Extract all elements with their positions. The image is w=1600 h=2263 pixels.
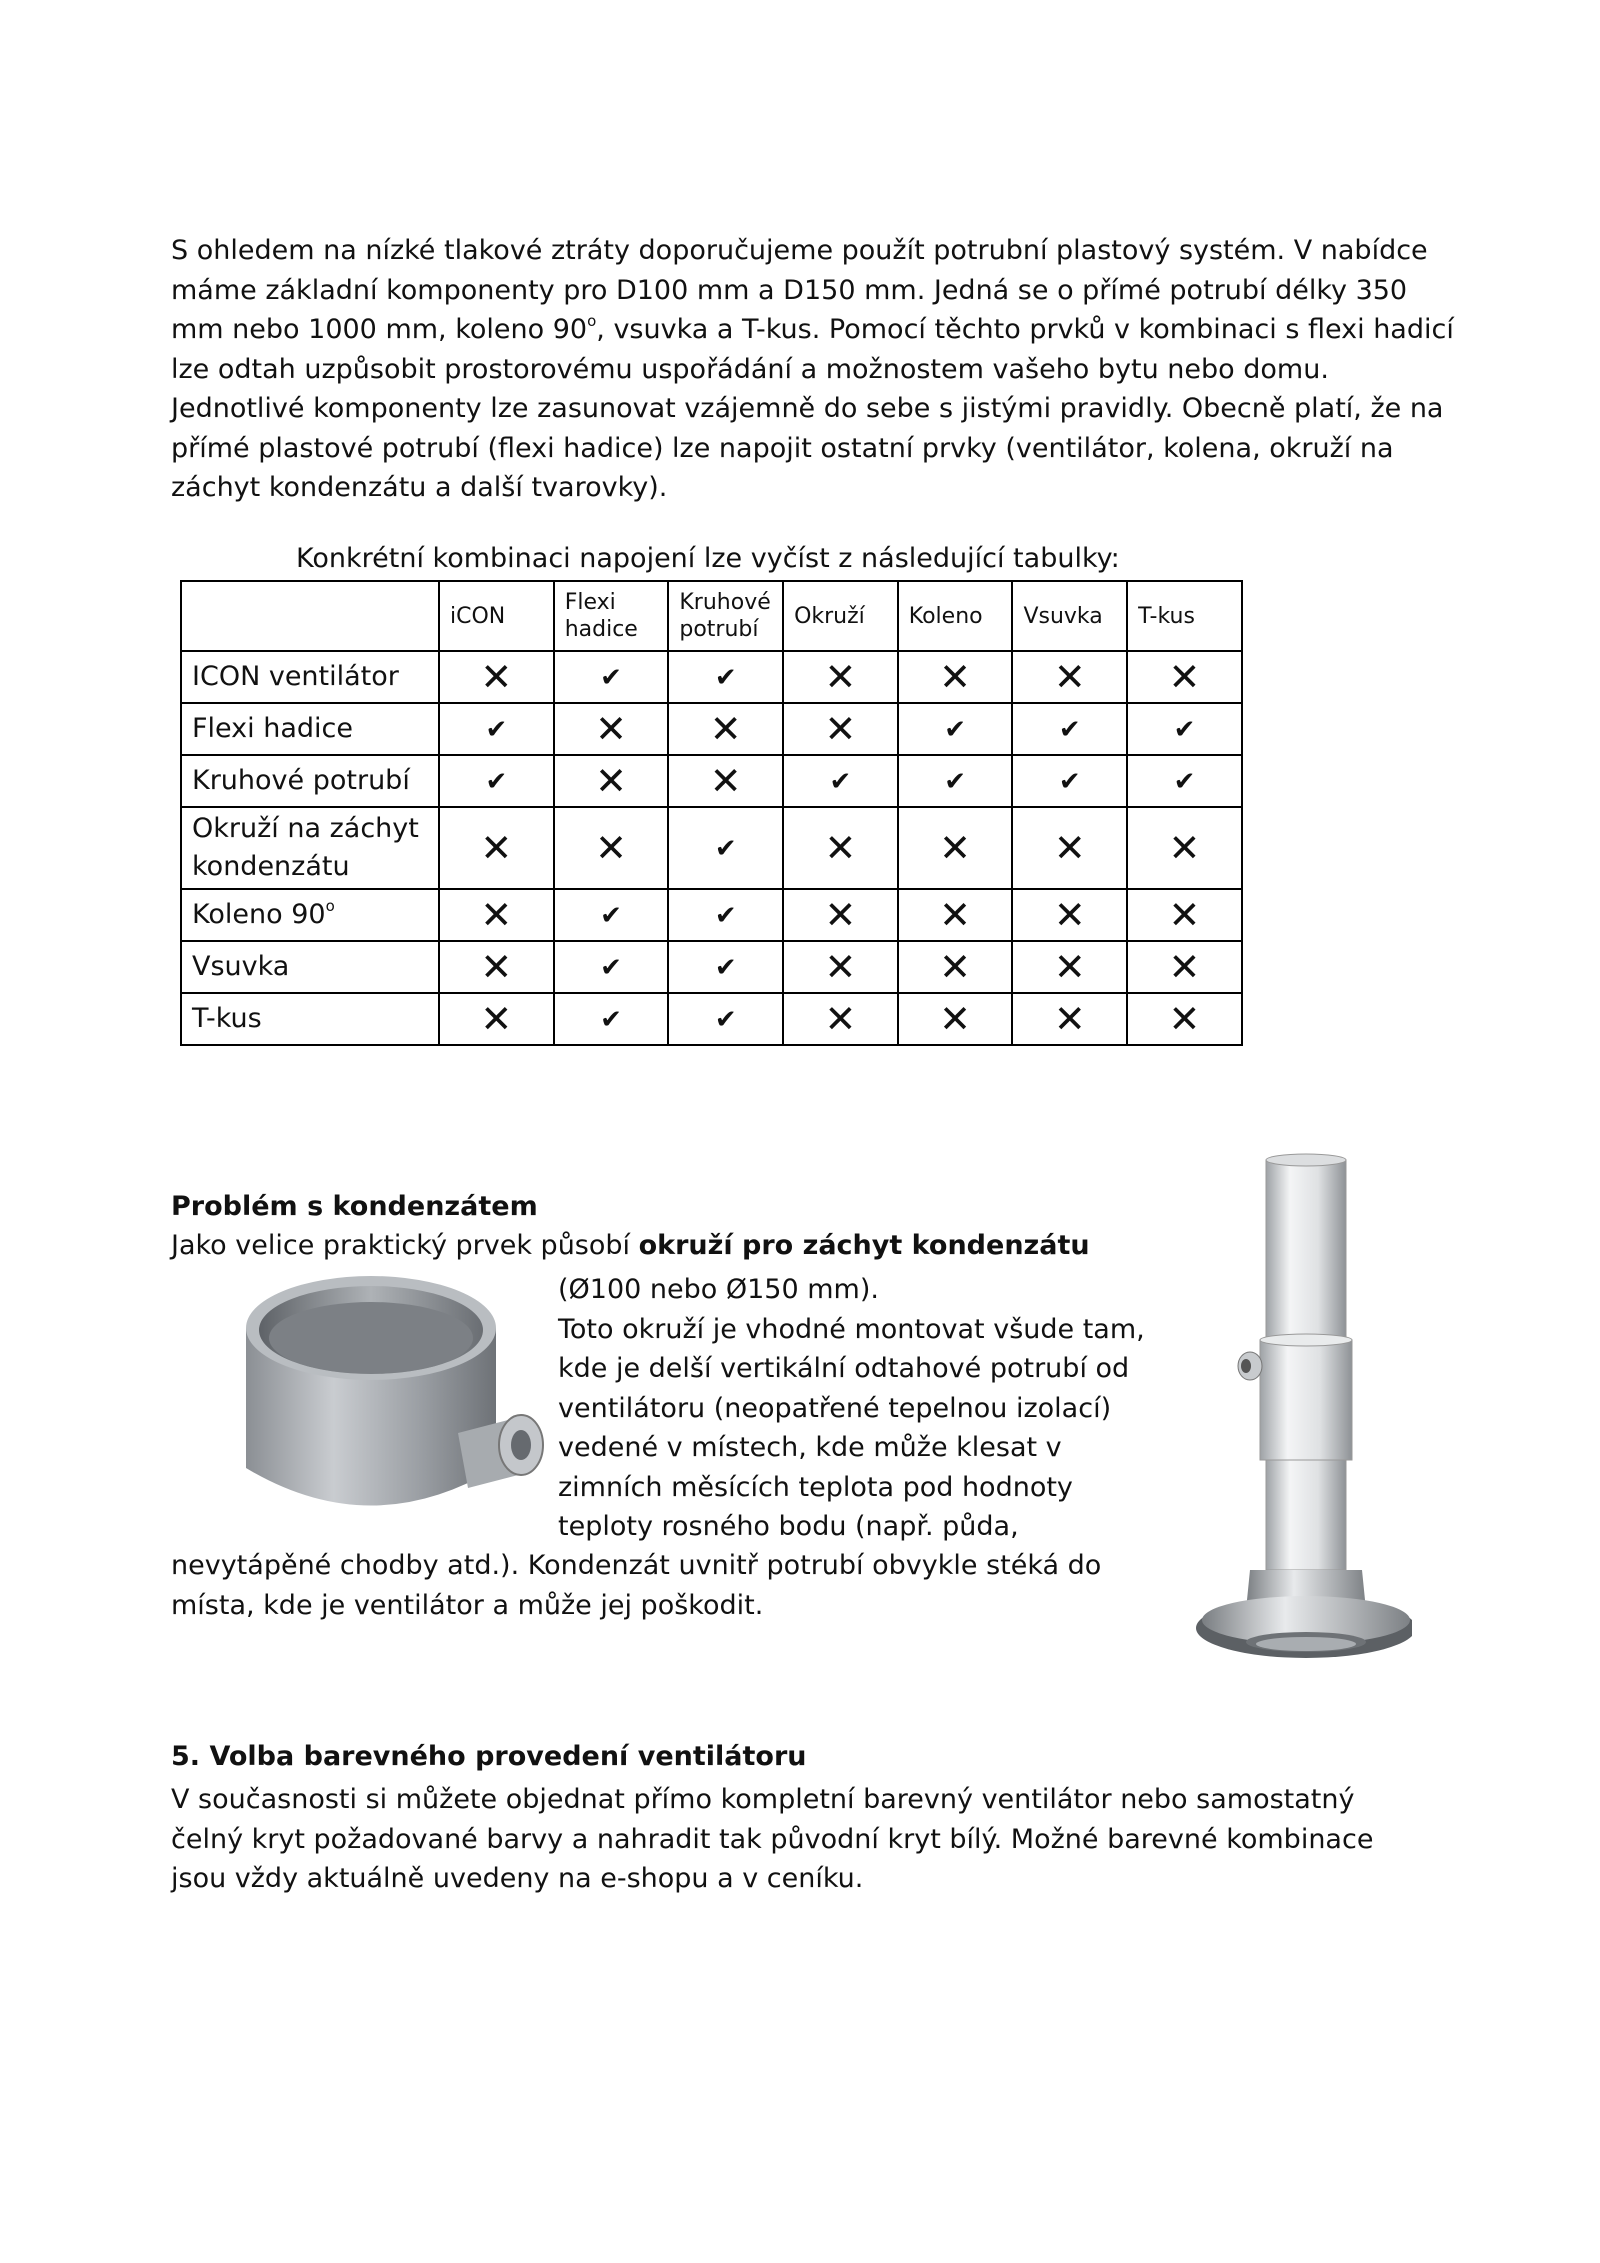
mark-cell	[783, 755, 898, 807]
mark-cell	[554, 651, 669, 703]
row-label-text: ICON ventilátor	[192, 661, 399, 692]
table-header-cell: Vsuvka	[1012, 581, 1127, 651]
mark-cell	[1127, 807, 1242, 889]
mark-cell	[554, 755, 669, 807]
condensate-intro: Jako velice praktický prvek působí okruží pro záchyt kondenzátu	[171, 1230, 1090, 1261]
row-label	[181, 889, 439, 941]
table-row	[181, 651, 1242, 703]
check-icon: ✔	[714, 952, 737, 983]
table-header-cell: Kruhové potrubí	[668, 581, 783, 651]
table-row	[181, 703, 1242, 755]
check-icon: ✔	[714, 1004, 737, 1035]
mark-cell	[783, 941, 898, 993]
combination-table	[180, 580, 1243, 1046]
table-header-cell: iCON	[439, 581, 554, 651]
mark-cell	[439, 941, 554, 993]
vertical-pipe-image	[1180, 1150, 1412, 1710]
mark-cell	[439, 889, 554, 941]
check-icon: ✔	[714, 833, 737, 864]
cross-icon: ✕	[595, 706, 627, 751]
check-icon: ✔	[1173, 714, 1196, 745]
mark-cell	[1127, 703, 1242, 755]
check-icon: ✔	[714, 662, 737, 693]
mark-cell	[1012, 941, 1127, 993]
mark-cell	[898, 941, 1013, 993]
cross-icon: ✕	[480, 944, 513, 989]
cross-icon: ✕	[1053, 996, 1086, 1041]
mark-cell	[898, 703, 1013, 755]
mark-cell	[439, 651, 554, 703]
table-header-row	[181, 581, 1242, 651]
table-header-cell: T-kus	[1127, 581, 1242, 651]
cross-icon: ✕	[824, 996, 857, 1041]
row-label	[181, 941, 439, 993]
check-icon: ✔	[600, 1004, 622, 1035]
cross-icon: ✕	[709, 706, 742, 751]
mark-cell	[898, 807, 1013, 889]
mark-cell	[668, 941, 783, 993]
cross-icon: ✕	[939, 654, 972, 699]
mark-cell	[1127, 889, 1242, 941]
mark-cell	[554, 889, 669, 941]
cross-icon: ✕	[939, 996, 972, 1041]
cross-icon: ✕	[939, 825, 972, 870]
check-icon: ✔	[600, 952, 622, 983]
table-header-corner	[181, 581, 439, 651]
mark-cell	[668, 807, 783, 889]
text-line: kde je delší vertikální odtahové potrubí od	[558, 1353, 1130, 1384]
cross-icon: ✕	[1053, 944, 1086, 989]
text-line: zimních měsících teplota pod hodnoty	[558, 1471, 1073, 1503]
mark-cell	[439, 993, 554, 1045]
mark-cell	[1127, 993, 1242, 1045]
mark-cell	[783, 993, 898, 1045]
table-caption: Konkrétní kombinaci napojení lze vyčíst z následující tabulky:	[296, 543, 1120, 574]
cross-icon: ✕	[824, 825, 857, 870]
section5-text: V současnosti si můžete objednat přímo kompletní barevný ventilátor nebo samostatný čelný kryt požadované barvy a nahradit tak původní kryt bílý. Možné barevné kombinace jsou vždy aktuálně uvedeny na e-shopu a v ceníku.	[171, 1784, 1374, 1894]
check-icon: ✔	[1058, 766, 1081, 797]
check-icon: ✔	[485, 766, 508, 797]
row-label	[181, 807, 439, 889]
cross-icon: ✕	[1168, 996, 1201, 1041]
mark-cell	[554, 703, 669, 755]
mark-cell	[439, 703, 554, 755]
check-icon: ✔	[944, 766, 966, 797]
text-line: teploty rosného bodu (např. půda,	[558, 1511, 1019, 1542]
table-row	[181, 941, 1242, 993]
condensate-title: Problém s kondenzátem	[171, 1191, 538, 1222]
table-header-cell: Koleno	[898, 581, 1013, 651]
cross-icon: ✕	[480, 892, 513, 937]
cross-icon: ✕	[939, 944, 972, 989]
text-line: (Ø100 nebo Ø150 mm).	[558, 1274, 879, 1305]
cross-icon: ✕	[824, 944, 857, 989]
section5-title: 5. Volba barevného provedení ventilátoru	[171, 1741, 807, 1772]
table-header-cell: Flexi hadice	[554, 581, 669, 651]
mark-cell	[783, 807, 898, 889]
row-label-text: Koleno 90	[192, 899, 326, 930]
mark-cell	[898, 651, 1013, 703]
cross-icon: ✕	[939, 892, 972, 937]
mark-cell	[668, 755, 783, 807]
text-line: Toto okruží je vhodné montovat všude tam,	[558, 1313, 1145, 1345]
cross-icon: ✕	[824, 892, 857, 937]
row-label	[181, 993, 439, 1045]
text-line: nevytápěné chodby atd.). Kondenzát uvnitř potrubí obvykle stéká do	[171, 1550, 1102, 1581]
cross-icon: ✕	[1053, 654, 1086, 699]
row-label-text: Okruží na záchyt kondenzátu	[192, 813, 419, 882]
table-row	[181, 993, 1242, 1045]
check-icon: ✔	[1173, 766, 1196, 797]
table-row	[181, 807, 1242, 889]
condensate-right-text	[558, 1270, 1158, 1547]
mark-cell	[554, 807, 669, 889]
mark-cell	[1012, 807, 1127, 889]
mark-cell	[439, 755, 554, 807]
cross-icon: ✕	[1168, 892, 1201, 937]
mark-cell	[898, 889, 1013, 941]
mark-cell	[783, 889, 898, 941]
cross-icon: ✕	[709, 758, 742, 803]
row-label-text: Kruhové potrubí	[192, 765, 410, 796]
cross-icon: ✕	[480, 654, 513, 699]
mark-cell	[1012, 993, 1127, 1045]
mark-cell	[668, 703, 783, 755]
mark-cell	[1012, 889, 1127, 941]
table-row	[181, 889, 1242, 941]
cross-icon: ✕	[1168, 825, 1201, 870]
cross-icon: ✕	[1168, 654, 1201, 699]
row-label-text: T-kus	[192, 1003, 262, 1034]
text-line: ventilátoru (neopatřené tepelnou izolací)	[558, 1392, 1112, 1424]
mark-cell	[898, 993, 1013, 1045]
mark-cell	[1012, 755, 1127, 807]
row-label-text: Vsuvka	[192, 951, 290, 982]
cross-icon: ✕	[824, 706, 857, 751]
cross-icon: ✕	[480, 996, 513, 1041]
check-icon: ✔	[485, 714, 508, 745]
row-label-sup: o	[325, 897, 335, 915]
text-line: vedené v místech, kde může klesat v	[558, 1432, 1062, 1463]
cross-icon: ✕	[1053, 892, 1086, 937]
check-icon: ✔	[944, 714, 966, 745]
cross-icon: ✕	[1053, 825, 1086, 870]
condensate-ring-image	[226, 1268, 556, 1538]
mark-cell	[1012, 651, 1127, 703]
table-row	[181, 755, 1242, 807]
row-label	[181, 755, 439, 807]
mark-cell	[1127, 941, 1242, 993]
mark-cell	[554, 941, 669, 993]
intro-paragraph: S ohledem na nízké tlakové ztráty doporučujeme použít potrubní plastový systém. V nabídce máme základní komponenty pro D100 mm a D150 mm. Jedná se o přímé potrubí délky 350 mm nebo 1000 mm, koleno 90$^o$, vsuvka a T-kus. Pomocí těchto prvků v kombinaci s flexi hadicí lze odtah uzpůsobit prostorovému uspořádání a možnostem vašeho bytu nebo domu. Jednotlivé komponenty lze zasunovat vzájemně do sebe s jistými pravidly. Obecně platí, že na přímé plastové potrubí (flexi hadice) lze napojit ostatní prvky (ventilátor, kolena, okruží na záchyt kondenzátu a další tvarovky).	[171, 235, 1454, 503]
check-icon: ✔	[714, 900, 737, 931]
cross-icon: ✕	[1168, 944, 1201, 989]
mark-cell	[1127, 651, 1242, 703]
mark-cell	[668, 993, 783, 1045]
check-icon: ✔	[1058, 714, 1081, 745]
row-label	[181, 651, 439, 703]
row-label-text: Flexi hadice	[192, 713, 353, 744]
cross-icon: ✕	[595, 825, 627, 870]
mark-cell	[668, 651, 783, 703]
cross-icon: ✕	[824, 654, 857, 699]
mark-cell	[1012, 703, 1127, 755]
mark-cell	[1127, 755, 1242, 807]
row-label	[181, 703, 439, 755]
mark-cell	[783, 651, 898, 703]
check-icon: ✔	[829, 766, 852, 797]
mark-cell	[439, 807, 554, 889]
cross-icon: ✕	[595, 758, 627, 803]
text-line: místa, kde je ventilátor a může jej poškodit.	[171, 1589, 764, 1621]
condensate-bottom-text	[171, 1546, 1151, 1625]
mark-cell	[898, 755, 1013, 807]
mark-cell	[554, 993, 669, 1045]
mark-cell	[783, 703, 898, 755]
check-icon: ✔	[600, 662, 622, 693]
table-header-cell: Okruží	[783, 581, 898, 651]
cross-icon: ✕	[480, 825, 513, 870]
mark-cell	[668, 889, 783, 941]
check-icon: ✔	[600, 900, 622, 931]
